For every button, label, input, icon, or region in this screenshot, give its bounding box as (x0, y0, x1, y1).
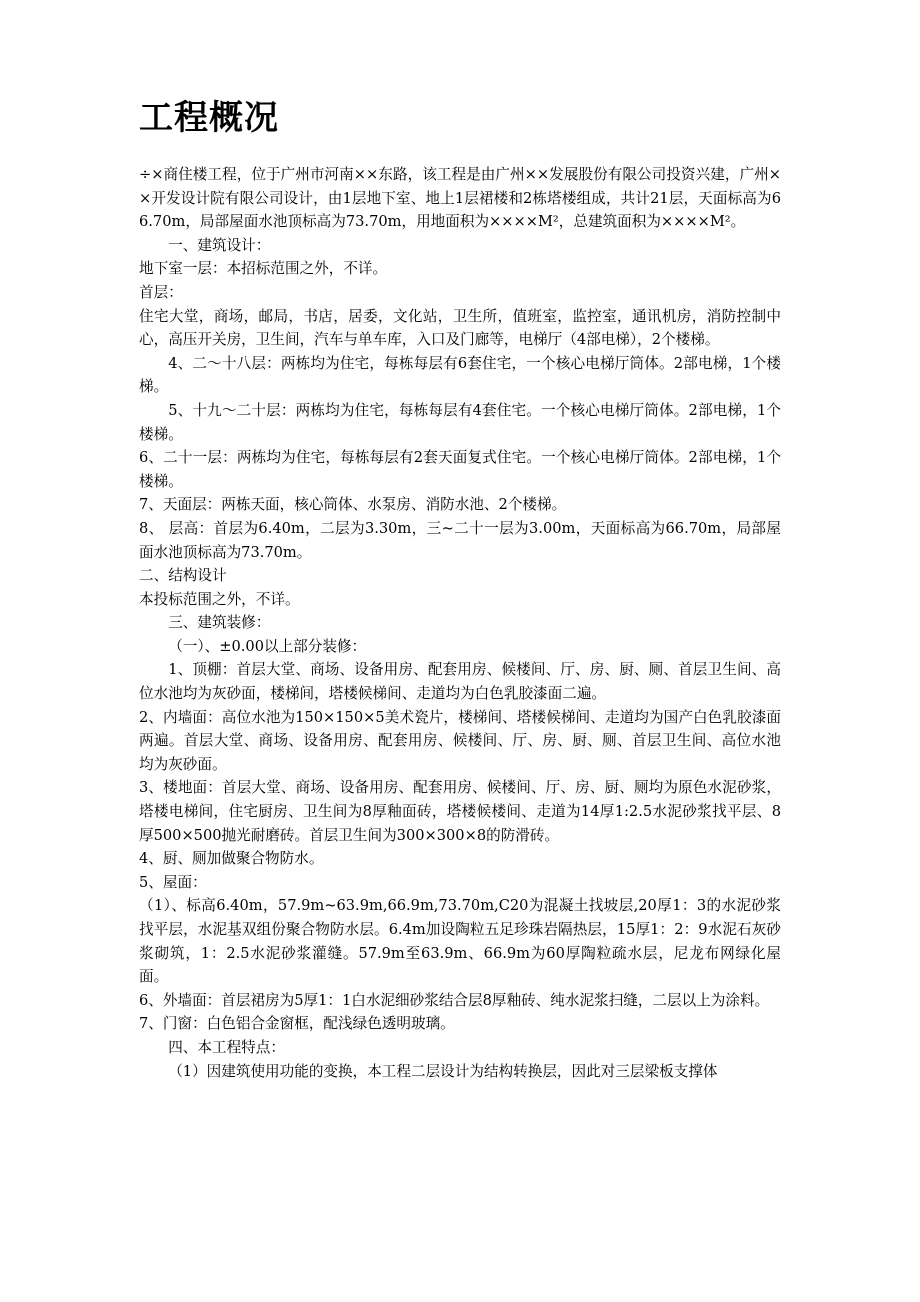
document-body (139, 163, 781, 1083)
paragraph: 三、建筑装修： (168, 614, 271, 632)
paragraph: 1、顶棚：首层大堂、商场、设备用房、配套用房、候楼间、厅、房、厨、厕、首层卫生间、高位水池均为灰砂面，楼梯间，塔楼候梯间、走道均为白色乳胶漆面二遍。 (139, 661, 781, 703)
paragraph: 6、外墙面：首层裙房为5厚1：1白水泥细砂浆结合层8厚釉砖、纯水泥浆扫缝，二层以上为涂料。 (139, 991, 770, 1009)
paragraph: 6、二十一层：两栋均为住宅，每栋每层有2套天面复式住宅。一个核心电梯厅筒体。2部电梯，1个楼梯。 (139, 449, 781, 490)
paragraph: （一）、±0.00以上部分装修： (168, 637, 367, 655)
paragraph: 5、十九～二十层：两栋均为住宅，每栋每层有4套住宅。一个核心电梯厅筒体。2部电梯，1个楼梯。 (139, 401, 781, 443)
paragraph: 一、建筑设计： (168, 236, 271, 254)
paragraph: 7、天面层：两栋天面，核心筒体、水泵房、消防水池、2个楼梯。 (139, 496, 567, 514)
paragraph: （1）因建筑使用功能的变换，本工程二层设计为结构转换层，因此对三层梁板支撑体 (168, 1062, 718, 1080)
paragraph: 4、二～十八层：两栋均为住宅，每栋每层有6套住宅，一个核心电梯厅筒体。2部电梯，1个楼梯。 (139, 354, 781, 396)
paragraph: 3、楼地面：首层大堂、商场、设备用房、配套用房、候楼间、厅、房、厨、厕均为原色水泥砂浆，塔楼电梯间，住宅厨房、卫生间为8厚釉面砖，塔楼候楼间、走道为14厚1:2.5水泥砂浆找平层、8厚500×500抛光耐磨砖。首层卫生间为300×300×8的防滑砖。 (139, 779, 781, 844)
paragraph: 首层： (139, 283, 183, 301)
paragraph: 四、本工程特点： (168, 1038, 285, 1056)
paragraph: 二、结构设计 (139, 567, 227, 585)
paragraph: 4、厨、厕加做聚合物防水。 (139, 850, 324, 868)
paragraph: 7、门窗：白色铝合金窗框，配浅绿色透明玻璃。 (139, 1015, 455, 1033)
paragraph: 5、屋面： (139, 873, 207, 891)
paragraph: 地下室一层：本招标范围之外，不详。 (139, 260, 388, 278)
document-title: 工程概况 (139, 98, 279, 138)
paragraph: 本投标范围之外，不详。 (139, 590, 300, 608)
paragraph: （1）、标高6.40m，57.9m~63.9m,66.9m,73.70m,C20为混凝土找坡层,20厚1：3的水泥砂浆找平层，水泥基双组份聚合物防水层。6.4m加设陶粒五足珍珠岩隔热层，15厚1：2：9水泥石灰砂浆砌筑，1：2.5水泥砂浆灌缝。57.9m至63.9m、66.9m为60厚陶粒疏水层，尼龙布网绿化屋面。 (139, 897, 781, 986)
paragraph: 2、内墙面：高位水池为150×150×5美术瓷片，楼梯间、塔楼候梯间、走道均为国产白色乳胶漆面两遍。首层大堂、商场、设备用房、配套用房、候楼间、厅、房、厨、厕、首层卫生间、高位水池均为灰砂面。 (139, 708, 781, 773)
paragraph: 8、 层高：首层为6.40m，二层为3.30m，三~二十一层为3.00m，天面标高为66.70m，局部屋面水池顶标高为73.70m。 (139, 519, 781, 561)
paragraph: ÷×商住楼工程，位于广州市河南××东路，该工程是由广州××发展股份有限公司投资兴建，广州××开发设计院有限公司设计，由1层地下室、地上1层裙楼和2栋塔楼组成，共计21层，天面标高为66.70m，局部屋面水池顶标高为73.70m，用地面积为××××M²，总建筑面积为××××M²。 (139, 166, 781, 231)
paragraph: 住宅大堂，商场，邮局，书店，居委，文化站，卫生所，值班室，监控室，通讯机房，消防控制中心，高压开关房，卫生间，汽车与单车库，入口及门廊等，电梯厅（4部电梯），2个楼梯。 (139, 307, 781, 349)
